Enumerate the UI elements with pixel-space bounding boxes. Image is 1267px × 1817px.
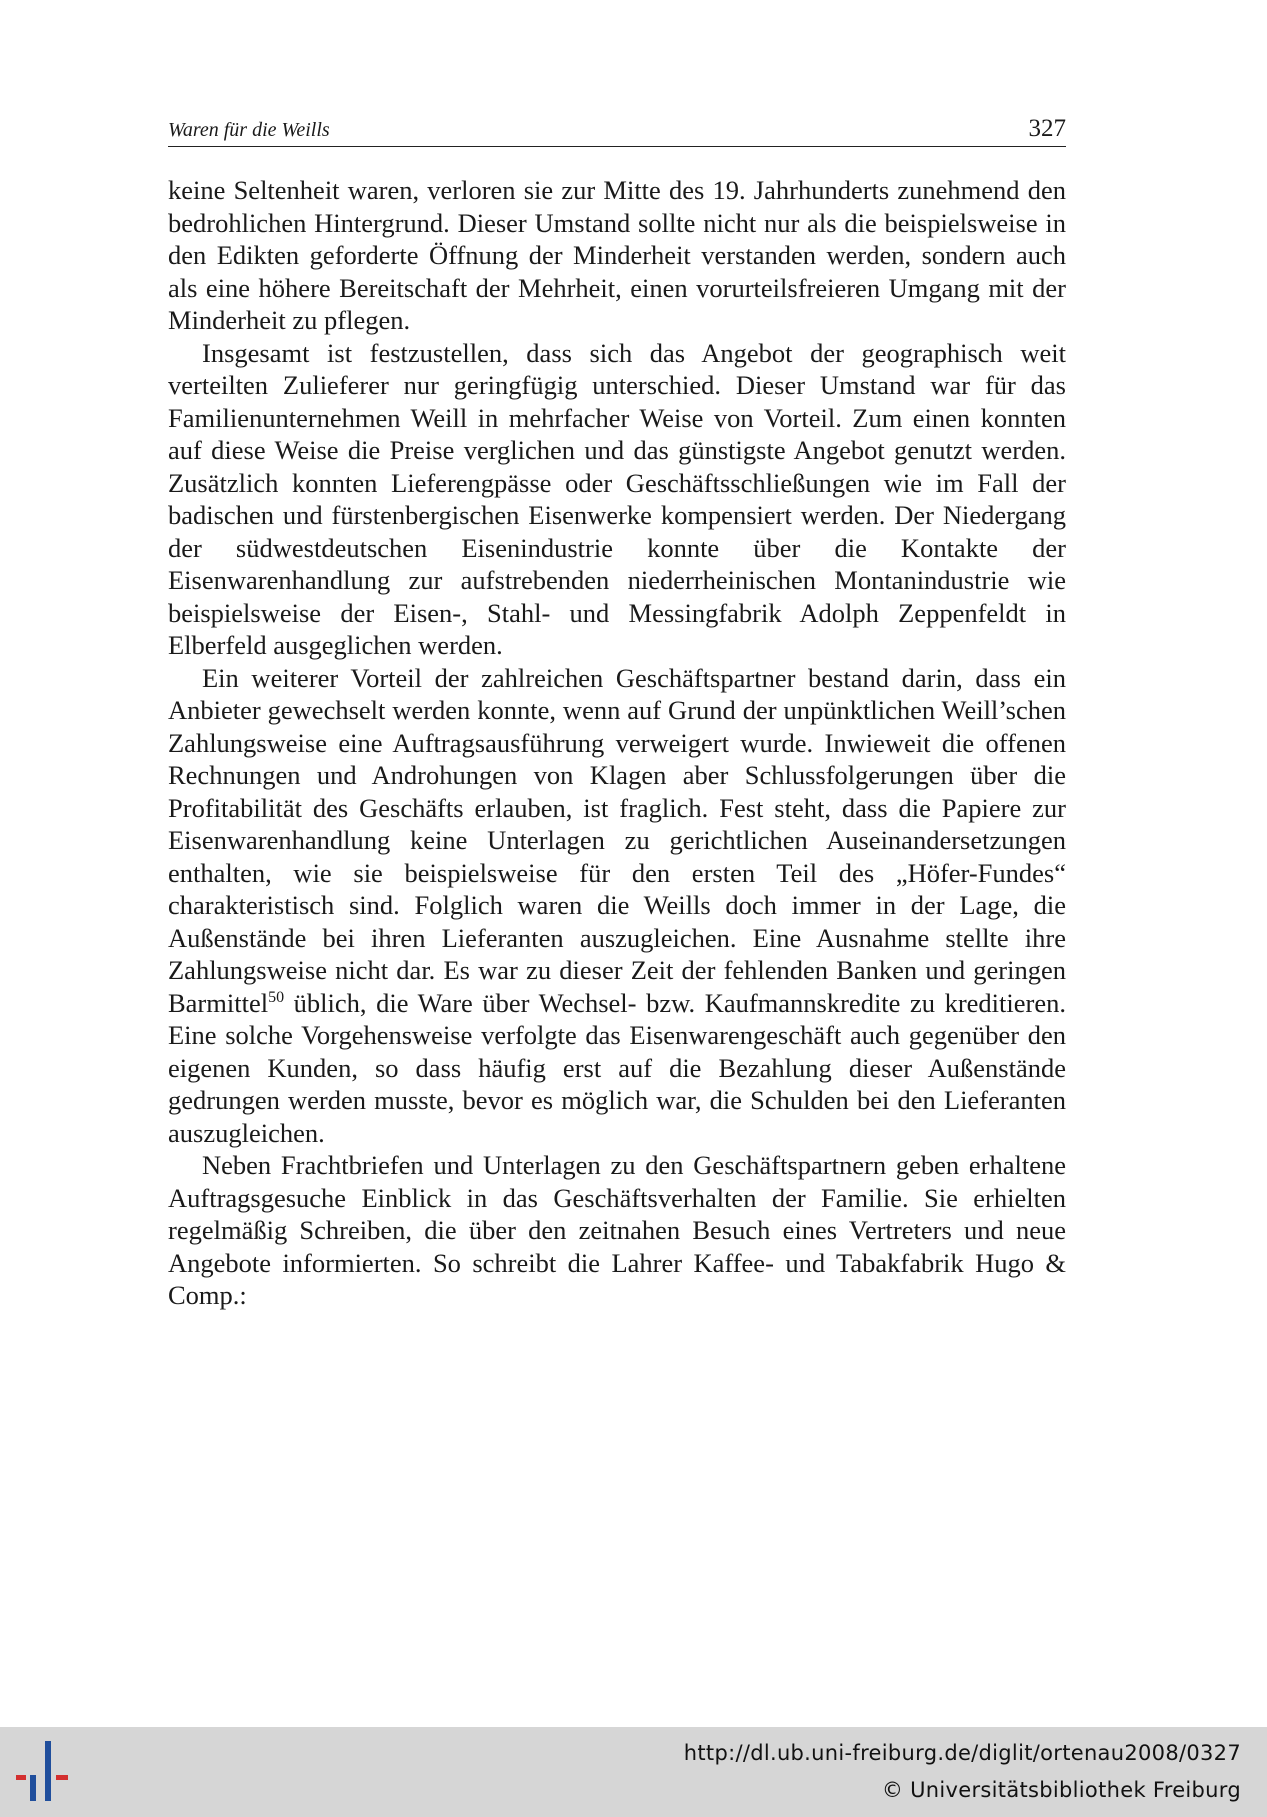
footer-copyright: © Universitätsbibliothek Freiburg <box>881 1778 1241 1802</box>
footer-bar <box>0 1727 1267 1817</box>
running-header <box>168 108 1066 147</box>
logo-bar-red-left <box>16 1775 26 1780</box>
paragraph-3-text-a: Ein weiterer Vorteil der zahlreichen Geschäftspartner bestand darin, dass ein Anbieter gewechselt werden konnte, wenn auf Grund der unpünktlichen Weill’schen Zahlungsweise eine Auftragsausführung verweigert wurde. Inwieweit die offenen Rechnungen und Androhungen von Klagen aber Schlussfolgerungen über die Profitabilität des Geschäfts erlauben, ist fraglich. Fest steht, dass die Papiere zur Eisenwarenhandlung keine Unterlagen zu gerichtlichen Auseinandersetzungen enthalten, wie sie beispielsweise für den ersten Teil des „Höfer-Fundes“ charakteristisch sind. Folglich waren die Weills doch immer in der Lage, die Außenstände bei ihren Lieferanten auszugleichen. Eine Ausnahme stellte ihre Zahlungsweise nicht dar. Es war zu dieser Zeit der fehlenden Banken und geringen Barmittel <box>168 662 1066 1018</box>
logo-bar-blue-center <box>45 1741 51 1801</box>
logo-bar-blue-left <box>30 1775 36 1801</box>
footnote-ref-50[interactable]: 50 <box>268 988 285 1006</box>
logo-bar-red-right <box>56 1775 68 1780</box>
ub-freiburg-logo-icon <box>16 1739 80 1809</box>
footer-url-link[interactable]: http://dl.ub.uni-freiburg.de/diglit/ortenau2008/0327 <box>683 1741 1241 1765</box>
paragraph-1 <box>168 174 1066 337</box>
paragraph-4-text: Neben Frachtbriefen und Unterlagen zu den Geschäftspartnern geben erhaltene Auftragsgesuche Einblick in das Geschäftsverhalten der Familie. Sie erhielten regelmäßig Schreiben, die über den zeitnahen Besuch eines Vertreters und neue Angebote informierten. So schreibt die Lahrer Kaffee- und Tabakfabrik Hugo & Comp.: <box>168 1150 1066 1310</box>
paragraph-3 <box>168 662 1066 1150</box>
body-text <box>168 174 1066 1312</box>
paragraph-2 <box>168 337 1066 662</box>
paragraph-4 <box>168 1149 1066 1312</box>
running-title: Waren für die Weills <box>168 119 330 141</box>
paragraph-3-text-b: üblich, die Ware über Wechsel- bzw. Kaufmannskredite zu kreditieren. Eine solche Vorgehensweise verfolgte das Eisenwarengeschäft auch gegenüber den eigenen Kunden, so dass häufig erst auf die Bezahlung dieser Außenstände gedrungen werden musste, bevor es möglich war, die Schulden bei den Lieferanten auszugleichen. <box>168 987 1066 1148</box>
paragraph-1-text: keine Seltenheit waren, verloren sie zur Mitte des 19. Jahrhunderts zunehmend den bedrohlichen Hintergrund. Dieser Umstand sollte nicht nur als die beispielsweise in den Edikten geforderte Öffnung der Minderheit verstanden werden, sondern auch als eine höhere Bereitschaft der Mehrheit, einen vorurteilsfreieren Umgang mit der Minderheit zu pflegen. <box>168 175 1066 335</box>
page-number: 327 <box>1028 115 1066 142</box>
paragraph-2-text: Insgesamt ist festzustellen, dass sich das Angebot der geographisch weit verteilten Zulieferer nur geringfügig unterschied. Dieser Umstand war für das Familienunternehmen Weill in mehrfacher Weise von Vorteil. Zum einen konnten auf diese Weise die Preise verglichen und das günstigste Angebot genutzt werden. Zusätzlich konnten Lieferengpässe oder Geschäftsschließungen wie im Fall der badischen und fürstenbergischen Eisenwerke kompensiert werden. Der Niedergang der südwestdeutschen Eisenindustrie konnte über die Kontakte der Eisenwarenhandlung zur aufstrebenden niederrheinischen Montanindustrie wie beispielsweise der Eisen-, Stahl- und Messingfabrik Adolph Zeppenfeldt in Elberfeld ausgeglichen werden. <box>168 337 1066 660</box>
